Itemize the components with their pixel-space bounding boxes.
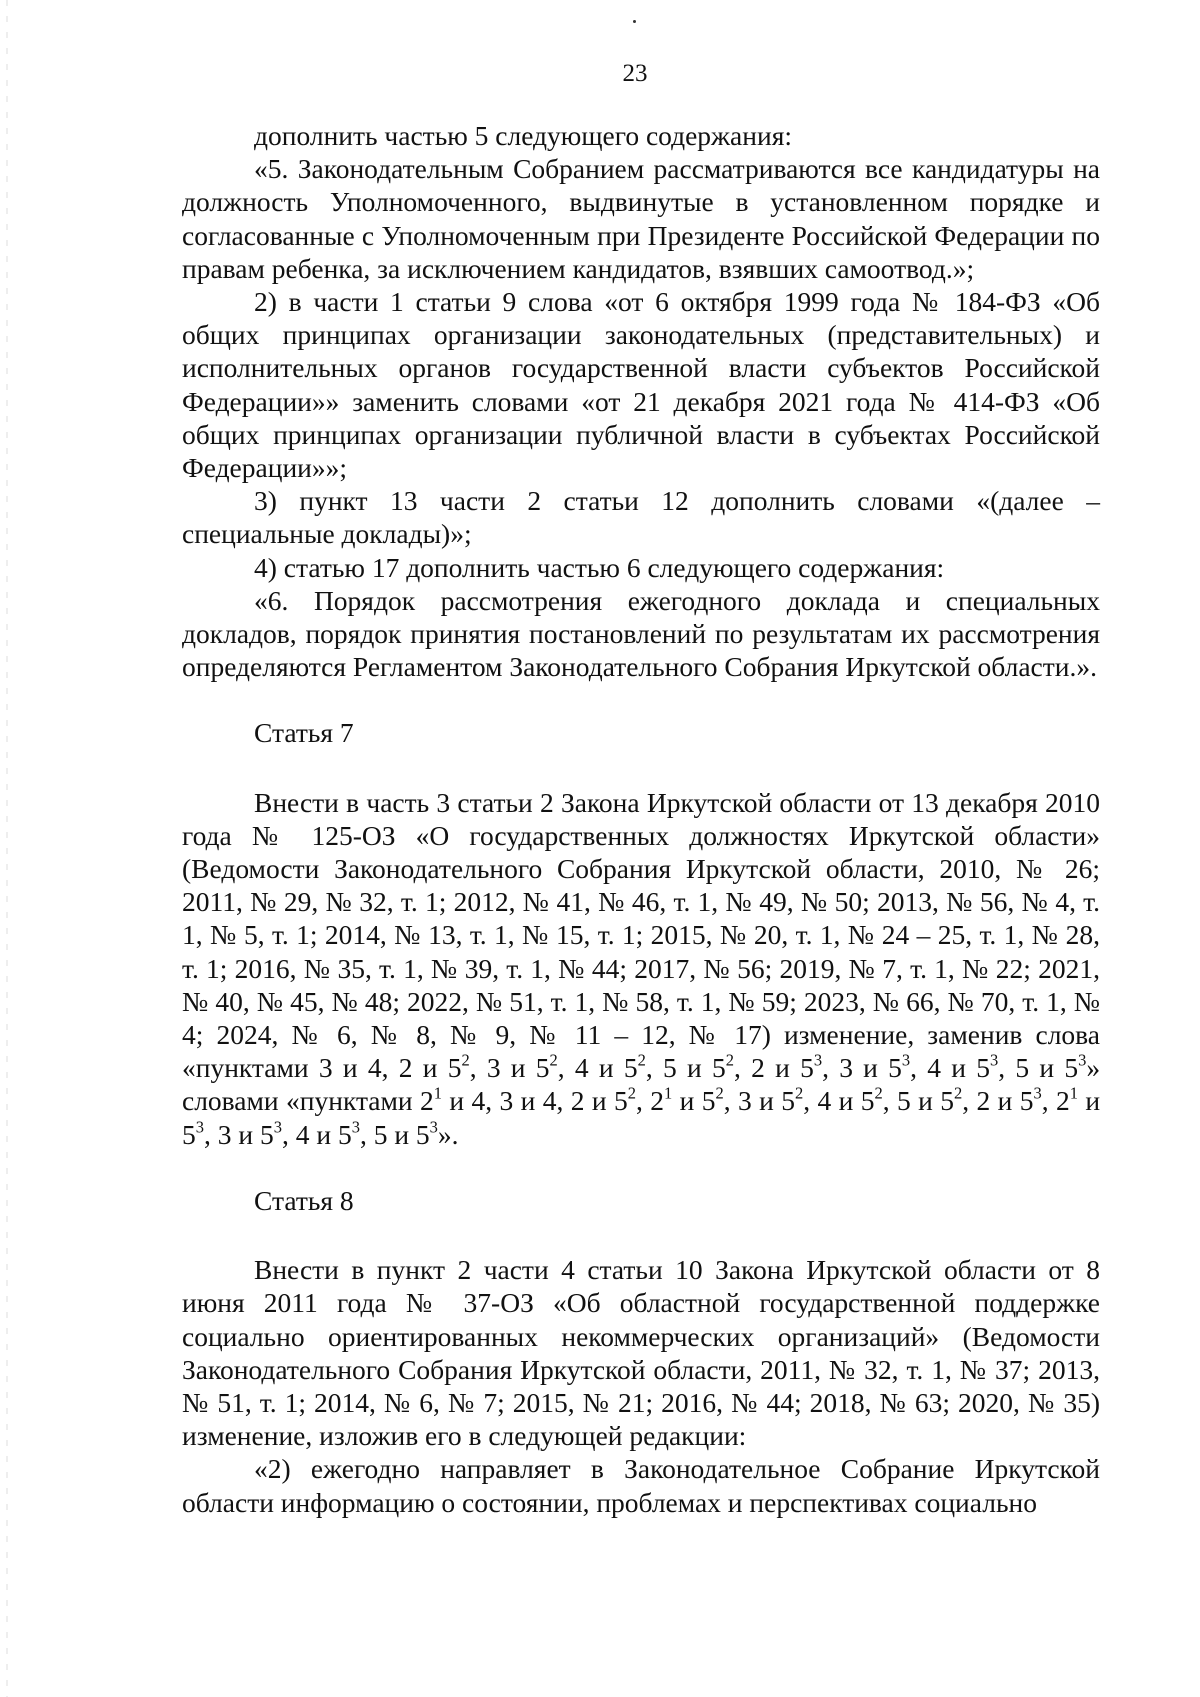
point-separator: и	[672, 1085, 702, 1117]
paragraph: дополнить частью 5 следующего содержания:	[254, 120, 792, 151]
point-separator: ,	[469, 1052, 487, 1084]
point-separator: ,	[910, 1052, 928, 1084]
point-separator: и	[231, 1118, 260, 1150]
point-separator: и 4,	[332, 1052, 399, 1084]
paragraph: 3) пункт 13 части 2 статьи 12 дополнить словами «(далее – специальные доклады)»;	[182, 485, 1100, 550]
point-number: 2	[650, 1085, 664, 1117]
point-superscript: 2	[637, 1050, 646, 1070]
article-7-text-before: Внести в часть 3 статьи 2 Закона Иркутской области от 13 декабря 2010 года № 125-ОЗ «О государственных должностях Иркутской области» (Ведомости Законодательного Собрания Иркутской области, 2010, № 26; 2011, № 29, № 32, т. 1; 2012, № 41, № 46, т. 1, № 49, № 50; 2013, № 56, № 4, т. 1, № 5, т. 1; 2014, № 13, т. 1, № 15, т. 1; 2015, № 20, т. 1, № 24 – 25, т. 1, № 28, т. 1; 2016, № 35, т. 1, № 39, т. 1, № 44; 2017, № 56; 2019, № 7, т. 1, № 22; 2021, № 40, № 45, № 48; 2022, № 51, т. 1, № 58, т. 1, № 59; 2023, № 66, № 70, т. 1, № 4; 2024, № 6, № 8, № 9, № 11 – 12, № 17) изменение, заменив слова «пунктами	[182, 786, 1100, 1084]
point-number: 2	[751, 1052, 765, 1084]
point-number: 5	[373, 1118, 388, 1150]
point-number: 5	[940, 1085, 954, 1117]
point-number: 5	[337, 1118, 352, 1150]
point-number: 5	[182, 1118, 196, 1150]
point-number: 5	[711, 1052, 726, 1084]
point-superscript: 3	[901, 1050, 911, 1070]
old-words	[319, 1052, 1100, 1083]
point-number: 5	[1015, 1052, 1030, 1084]
point-number: 5	[535, 1052, 550, 1084]
point-number: 4	[574, 1052, 589, 1084]
point-separator: ,	[803, 1085, 818, 1117]
point-separator: и	[309, 1118, 338, 1150]
point-superscript: 3	[990, 1050, 999, 1070]
document-body	[182, 119, 1100, 1519]
point-superscript: 3	[273, 1117, 282, 1137]
point-number: 5	[259, 1118, 274, 1150]
article-8-heading: Статья 8	[254, 1184, 354, 1216]
point-separator: ,	[645, 1052, 663, 1084]
point-superscript: 2	[874, 1083, 883, 1103]
point-number: 5	[888, 1052, 902, 1084]
point-separator: ,	[882, 1085, 897, 1117]
point-superscript: 3	[1078, 1050, 1087, 1070]
point-superscript: 3	[429, 1117, 438, 1137]
point-separator: и	[764, 1052, 801, 1084]
point-number: 3	[318, 1052, 333, 1084]
point-separator: ,	[557, 1052, 575, 1084]
article-8-quote: «2) ежегодно направляет в Законодательное Собрание Иркутской области информацию о состоянии, проблемах и перспективах социально	[182, 1453, 1100, 1518]
point-separator: ,	[998, 1052, 1016, 1084]
point-separator: и	[852, 1052, 889, 1084]
point-number: 5	[781, 1085, 795, 1117]
point-separator: »	[1086, 1052, 1101, 1084]
point-number: 4	[295, 1118, 310, 1150]
point-superscript: 3	[1033, 1083, 1042, 1103]
point-separator: ,	[281, 1118, 296, 1150]
point-superscript: 2	[461, 1050, 470, 1070]
point-superscript: 2	[549, 1050, 558, 1070]
point-number: 5	[896, 1085, 911, 1117]
point-superscript: 2	[953, 1083, 963, 1103]
point-separator: и	[584, 1085, 614, 1117]
point-number: 3	[217, 1118, 232, 1150]
point-separator: ,	[822, 1052, 840, 1084]
point-separator: и	[588, 1052, 624, 1084]
point-separator: ,	[359, 1118, 374, 1150]
point-separator: и 4,	[442, 1085, 500, 1117]
article-8-text: Внести в пункт 2 части 4 статьи 10 Закона Иркутской области от 8 июня 2011 года № 37-ОЗ «Об областной государственной поддержке социально ориентированных некоммерческих организаций» (Ведомости Законодательного Собрания Иркутской области, 2011, № 32, т. 1, № 37; 2013, № 51, т. 1; 2014, № 6, № 7; 2015, № 21; 2016, № 44; 2018, № 63; 2020, № 35) изменение, изложив его в следующей редакции:	[182, 1254, 1100, 1452]
point-number: 3	[486, 1052, 501, 1084]
scan-edge-artifact	[6, 0, 8, 1697]
paragraph: «6. Порядок рассмотрения ежегодного доклада и специальных докладов, порядок принятия постановлений по результатам их рассмотрения определяются Регламентом Законодательного Собрания Иркутской области.».	[182, 584, 1100, 683]
point-separator: и	[751, 1085, 782, 1117]
point-separator: ,	[723, 1085, 738, 1117]
point-superscript: 2	[794, 1083, 804, 1103]
point-separator: ».	[437, 1118, 459, 1150]
point-number: 2	[976, 1085, 991, 1117]
point-separator: и	[990, 1085, 1020, 1117]
point-superscript: 2	[627, 1083, 636, 1103]
point-superscript: 1	[1069, 1083, 1078, 1103]
point-separator: ,	[204, 1118, 218, 1150]
point-number: 5	[415, 1118, 430, 1150]
point-separator: и	[412, 1052, 448, 1084]
point-number: 4	[817, 1085, 832, 1117]
point-number: 5	[1064, 1052, 1079, 1084]
point-number: 5	[447, 1052, 462, 1084]
point-separator: ,	[1041, 1085, 1056, 1117]
point-number: 5	[663, 1052, 677, 1084]
point-number: 3	[839, 1052, 853, 1084]
point-number: 2	[570, 1085, 585, 1117]
article-7-mid-text: словами «пунктами	[182, 1085, 413, 1117]
point-separator: ,	[962, 1085, 977, 1117]
paragraph: 2) в части 1 статьи 9 слова «от 6 октября 1999 года № 184-ФЗ «Об общих принципах организации законодательных (представительных) и исполнительных органов государственной власти субъектов Российской Федерации»» заменить словами «от 21 декабря 2021 года № 414-ФЗ «Об общих принципах организации публичной власти в субъектах Российской Федерации»»;	[182, 286, 1100, 484]
point-separator: и 4,	[513, 1085, 571, 1117]
point-separator: ,	[733, 1052, 752, 1084]
point-number: 5	[613, 1085, 628, 1117]
page-number: 23	[622, 60, 648, 87]
point-number: 5	[800, 1052, 814, 1084]
point-superscript: 3	[813, 1050, 823, 1070]
point-separator: и	[676, 1052, 712, 1084]
point-separator: и	[831, 1085, 861, 1117]
point-separator: и	[910, 1085, 941, 1117]
paragraph: 4) статью 17 дополнить частью 6 следующего содержания:	[254, 551, 945, 583]
point-separator: и	[387, 1118, 416, 1150]
point-number: 5	[701, 1085, 716, 1117]
point-separator: и	[1029, 1052, 1065, 1084]
point-number: 2	[398, 1052, 413, 1084]
point-superscript: 1	[433, 1083, 443, 1103]
point-superscript: 2	[725, 1050, 734, 1070]
point-separator: и	[500, 1052, 536, 1084]
point-number: 4	[927, 1052, 942, 1084]
point-number: 2	[420, 1085, 434, 1117]
article-7-heading: Статья 7	[254, 717, 354, 749]
scan-dot	[633, 20, 636, 23]
point-separator: ,	[635, 1085, 651, 1117]
point-separator: и	[1077, 1085, 1101, 1117]
point-superscript: 1	[663, 1083, 673, 1103]
point-superscript: 3	[195, 1117, 204, 1137]
point-number: 5	[1019, 1085, 1034, 1117]
paragraph: «5. Законодательным Собранием рассматриваются все кандидатуры на должность Уполномоченного, выдвинутые в установленном порядке и согласованные с Уполномоченным при Президенте Российской Федерации по правам ребенка, за исключением кандидатов, взявших самоотвод.»;	[182, 153, 1100, 284]
point-number: 5	[860, 1085, 875, 1117]
point-number: 3	[737, 1085, 752, 1117]
point-number: 2	[1055, 1085, 1070, 1117]
point-number: 3	[499, 1085, 514, 1117]
article-7-text	[182, 786, 1100, 1151]
point-superscript: 3	[351, 1117, 360, 1137]
point-number: 5	[623, 1052, 638, 1084]
point-number: 5	[976, 1052, 990, 1084]
point-separator: и	[941, 1052, 977, 1084]
point-superscript: 2	[715, 1083, 724, 1103]
